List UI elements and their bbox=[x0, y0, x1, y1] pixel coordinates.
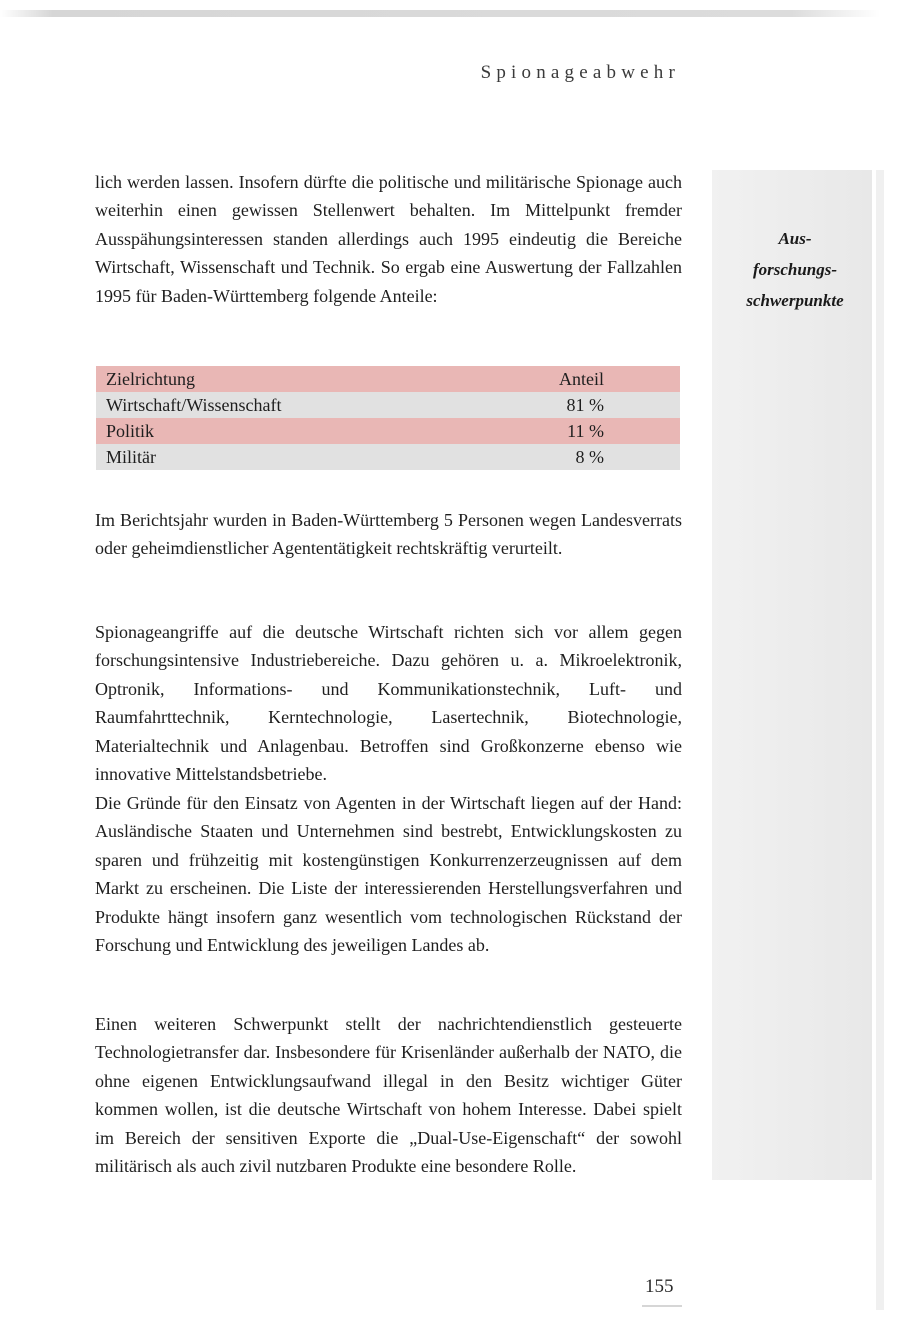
paragraph-convictions: Im Berichtsjahr wurden in Baden-Württemberg 5 Personen wegen Landesverrats oder geheimdienstlicher Agententätigkeit rechtskräftig verurteilt. bbox=[95, 510, 682, 559]
share-table bbox=[96, 366, 680, 470]
paragraph-reasons: Die Gründe für den Einsatz von Agenten in der Wirtschaft liegen auf der Hand: Ausländische Staaten und Unternehmen sind bestrebt, Entwicklungskosten zu sparen und frühzeitig mit kostengünstigen Konkurrenzerzeugnissen auf dem Markt zu erscheinen. Die Liste der interessierenden Herstellungsverfahren und Produkte hängt insofern ganz wesentlich vom technologischen Rückstand der Forschung und Entwicklung des jeweiligen Landes ab. bbox=[95, 793, 682, 956]
page-edge-shadow bbox=[876, 170, 884, 1310]
paragraph-intro: lich werden lassen. Insofern dürfte die politische und militärische Spionage auch weiterhin einen gewissen Stellenwert behalten. Im Mittelpunkt fremder Ausspähungsinteressen standen allerdings auch 1995 eindeutig die Bereiche Wirtschaft, Wissenschaft und Technik. So ergab eine Auswertung der Fallzahlen 1995 für Baden-Württemberg folgende Anteile: bbox=[95, 172, 682, 306]
table-cell-value: 8 % bbox=[474, 444, 680, 470]
table-cell-value: 11 % bbox=[474, 418, 680, 444]
margin-note-line: forschungs- bbox=[752, 260, 838, 279]
margin-note-line: Aus- bbox=[778, 229, 812, 248]
page-number: 155 bbox=[645, 1276, 674, 1297]
paragraph-industries: Spionageangriffe auf die deutsche Wirtschaft richten sich vor allem gegen forschungsintensive Industriebereiche. Dazu gehören u. a. Mikroelektronik, Optronik, Informations- und Kommunikationstechnik, Luft- und Raumfahrttechnik, Kerntechnologie, Lasertechnik, Biotechnologie, Materialtechnik und Anlagenbau. Betroffen sind Großkonzerne ebenso wie innovative Mittelstandsbetriebe. bbox=[95, 622, 682, 785]
table-cell-value: 81 % bbox=[474, 392, 680, 418]
top-rule bbox=[0, 10, 880, 17]
table-cell-label: Politik bbox=[96, 418, 474, 444]
table-header-label: Zielrichtung bbox=[96, 366, 474, 392]
table-cell-label: Militär bbox=[96, 444, 474, 470]
margin-note bbox=[720, 223, 870, 316]
page-number-rule bbox=[642, 1305, 682, 1307]
table-header-value: Anteil bbox=[474, 366, 680, 392]
table-row bbox=[96, 444, 680, 470]
table-header-row bbox=[96, 366, 680, 392]
table-cell-label: Wirtschaft/Wissenschaft bbox=[96, 392, 474, 418]
paragraph-technology-transfer: Einen weiteren Schwerpunkt stellt der nachrichtendienstlich gesteuerte Technologietransfer dar. Insbesondere für Krisenländer außerhalb der NATO, die ohne eigenen Entwicklungsaufwand illegal in den Besitz wichtiger Güter kommen wollen, ist die deutsche Wirtschaft von hohem Interesse. Dabei spielt im Bereich der sensitiven Exporte die „Dual-Use-Eigenschaft“ der sowohl militärisch als auch zivil nutzbaren Produkte eine besondere Rolle. bbox=[95, 1014, 682, 1177]
running-head: Spionageabwehr bbox=[480, 62, 680, 83]
margin-sidebar bbox=[712, 170, 872, 1180]
table-row bbox=[96, 392, 680, 418]
table-row bbox=[96, 418, 680, 444]
margin-note-line: schwerpunkte bbox=[746, 291, 844, 310]
